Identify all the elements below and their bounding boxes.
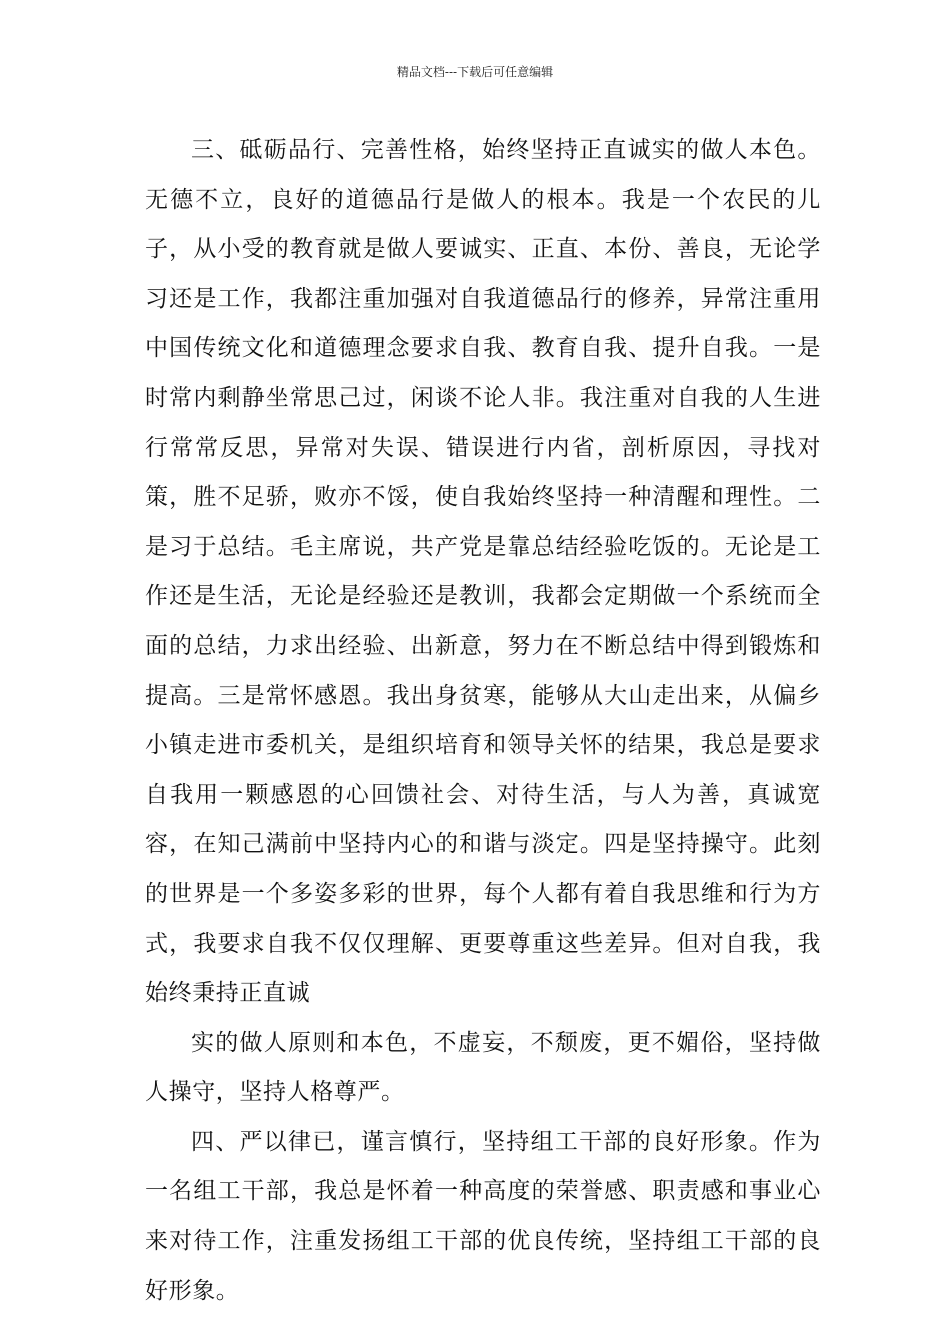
document-body (145, 126, 821, 1316)
paragraph-section-three: 三、砥砺品行、完善性格，始终坚持正直诚实的做人本色。无德不立，良好的道德品行是做人的根本。我是一个农民的儿子，从小受的教育就是做人要诚实、正直、本份、善良，无论学习还是工作，我都注重加强对自我道德品行的修养，异常注重用中国传统文化和道德理念要求自我、教育自我、提升自我。一是时常内剩静坐常思己过，闲谈不论人非。我注重对自我的人生进行常常反思，异常对失误、错误进行内省，剖析原因，寻找对策，胜不足骄，败亦不馁，使自我始终坚持一种清醒和理性。二是习于总结。毛主席说，共产党是靠总结经验吃饭的。无论是工作还是生活，无论是经验还是教训，我都会定期做一个系统而全面的总结，力求出经验、出新意，努力在不断总结中得到锻炼和提高。三是常怀感恩。我出身贫寒，能够从大山走出来，从偏乡小镇走进市委机关，是组织培育和领导关怀的结果，我总是要求自我用一颗感恩的心回馈社会、对待生活，与人为善，真诚宽容，在知己满前中坚持内心的和谐与淡定。四是坚持操守。此刻的世界是一个多姿多彩的世界，每个人都有着自我思维和行为方式，我要求自我不仅仅理解、更要尊重这些差异。但对自我，我始终秉持正直诚 (145, 137, 821, 1007)
paragraph-section-four: 四、严以律已，谨言慎行，坚持组工干部的良好形象。作为一名组工干部，我总是怀着一种高度的荣誉感、职责感和事业心来对待工作，注重发扬组工干部的优良传统，坚持组工干部的良好形象。 (145, 1128, 821, 1304)
page-header: 精品文档---下载后可任意编辑 (396, 65, 554, 79)
paragraph-continuation: 实的做人原则和本色，不虚妄，不颓废，更不媚俗，坚持做人操守，坚持人格尊严。 (145, 1029, 821, 1106)
